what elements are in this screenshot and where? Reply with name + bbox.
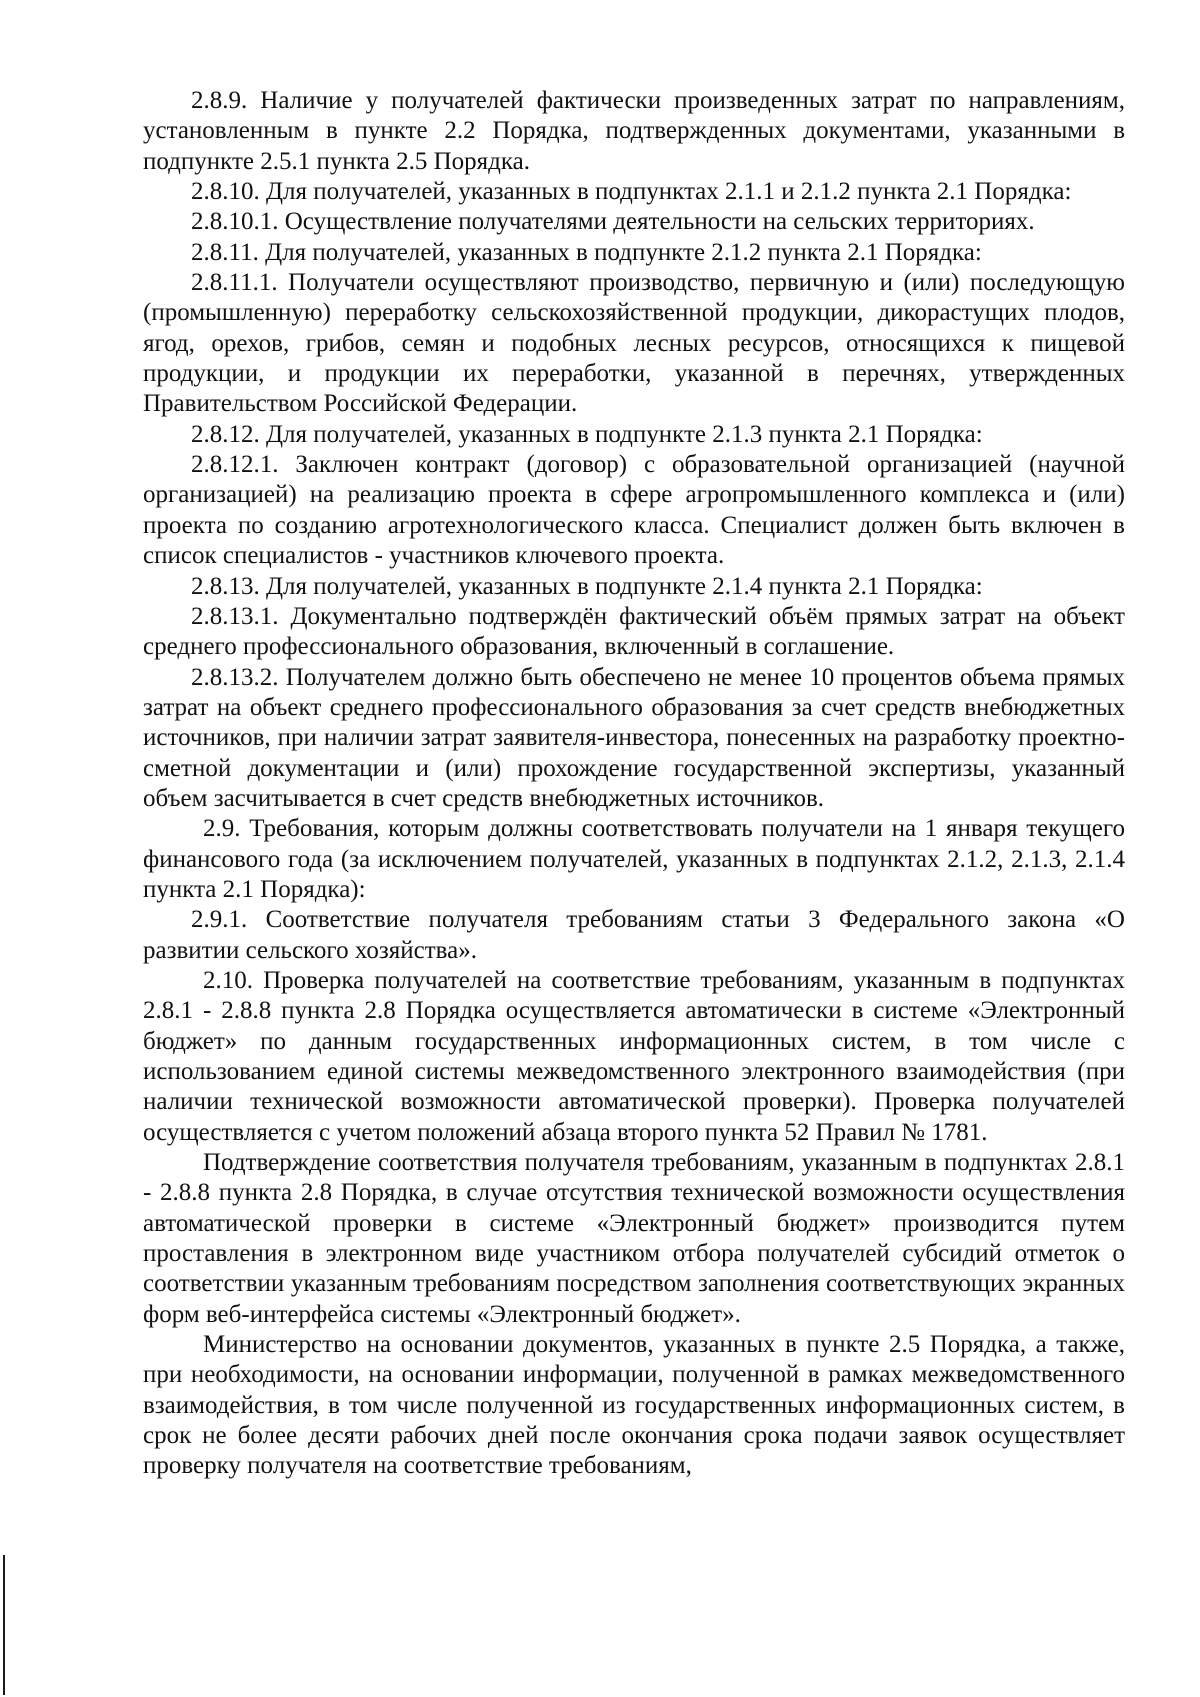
paragraph-2-8-10: 2.8.10. Для получателей, указанных в подпунктах 2.1.1 и 2.1.2 пункта 2.1 Порядка: xyxy=(191,178,1072,206)
paragraph-confirmation: Подтверждение соответствия получателя требованиям, указанным в подпунктах 2.8.1 - 2.8.8 пункта 2.8 Порядка, в случае отсутствия технической возможности осуществления автоматической проверки в системе «Электронный бюджет» производится путем проставления в электронном виде участником отбора получателей субсидий отметок о соответствии указанным требованиям посредством заполнения соответствующих экранных форм веб-интерфейса системы «Электронный бюджет». xyxy=(143,1149,1125,1328)
paragraph-2-8-13: 2.8.13. Для получателей, указанных в подпункте 2.1.4 пункта 2.1 Порядка: xyxy=(191,572,983,600)
paragraph-ministry-check: Министерство на основании документов, указанных в пункте 2.5 Порядка, а также, при необходимости, на основании информации, полученной в рамках межведомственного взаимодействия, в том числе полученной из государственных информационных систем, в срок не более десяти рабочих дней после окончания срока подачи заявок осуществляет проверку получателя на соответствие требованиям, xyxy=(143,1331,1125,1480)
paragraph-2-8-13-1: 2.8.13.1. Документально подтверждён фактический объём прямых затрат на объект среднего профессионального образования, включенный в соглашение. xyxy=(143,602,1125,661)
paragraph-2-8-12-1: 2.8.12.1. Заключен контракт (договор) с образовательной организацией (научной организацией) на реализацию проекта в сфере агропромышленного комплекса и (или) проекта по созданию агротехнологического класса. Специалист должен быть включен в список специалистов - участников ключевого проекта. xyxy=(143,451,1125,570)
paragraph-2-8-13-2: 2.8.13.2. Получателем должно быть обеспечено не менее 10 процентов объема прямых затрат на объект среднего профессионального образования за счет средств внебюджетных источников, при наличии затрат заявителя-инвестора, понесенных на разработку проектно-сметной документации и (или) прохождение государственной экспертизы, указанный объем засчитывается в счет средств внебюджетных источников. xyxy=(143,663,1125,812)
paragraph-2-8-11: 2.8.11. Для получателей, указанных в подпункте 2.1.2 пункта 2.1 Порядка: xyxy=(191,238,982,266)
paragraph-2-9: 2.9. Требования, которым должны соответствовать получатели на 1 января текущего финансового года (за исключением получателей, указанных в подпунктах 2.1.2, 2.1.3, 2.1.4 пункта 2.1 Порядка): xyxy=(143,815,1125,903)
paragraph-2-8-9: 2.8.9. Наличие у получателей фактически произведенных затрат по направлениям, установленным в пункте 2.2 Порядка, подтвержденных документами, указанными в подпункте 2.5.1 пункта 2.5 Порядка. xyxy=(143,87,1125,175)
document-page xyxy=(143,86,1125,1482)
paragraph-2-8-12: 2.8.12. Для получателей, указанных в подпункте 2.1.3 пункта 2.1 Порядка: xyxy=(191,420,983,448)
paragraph-2-9-1: 2.9.1. Соответствие получателя требованиям статьи 3 Федерального закона «О развитии сельского хозяйства». xyxy=(143,906,1125,964)
paragraph-2-8-11-1: 2.8.11.1. Получатели осуществляют производство, первичную и (или) последующую (промышленную) переработку сельскохозяйственной продукции, дикорастущих плодов, ягод, орехов, грибов, семян и подобных лесных ресурсов, относящихся к пищевой продукции, и продукции их переработки, указанной в перечнях, утвержденных Правительством Российской Федерации. xyxy=(143,269,1125,418)
paragraph-2-8-10-1: 2.8.10.1. Осуществление получателями деятельности на сельских территориях. xyxy=(191,208,1035,236)
paragraph-2-10: 2.10. Проверка получателей на соответствие требованиям, указанным в подпунктах 2.8.1 - 2.8.8 пункта 2.8 Порядка осуществляется автоматически в системе «Электронный бюджет» по данным государственных информационных систем, в том числе с использованием единой системы межведомственного электронного взаимодействия (при наличии технической возможности автоматической проверки). Проверка получателей осуществляется с учетом положений абзаца второго пункта 52 Правил № 1781. xyxy=(143,966,1125,1146)
scan-margin-line xyxy=(3,1555,5,1695)
